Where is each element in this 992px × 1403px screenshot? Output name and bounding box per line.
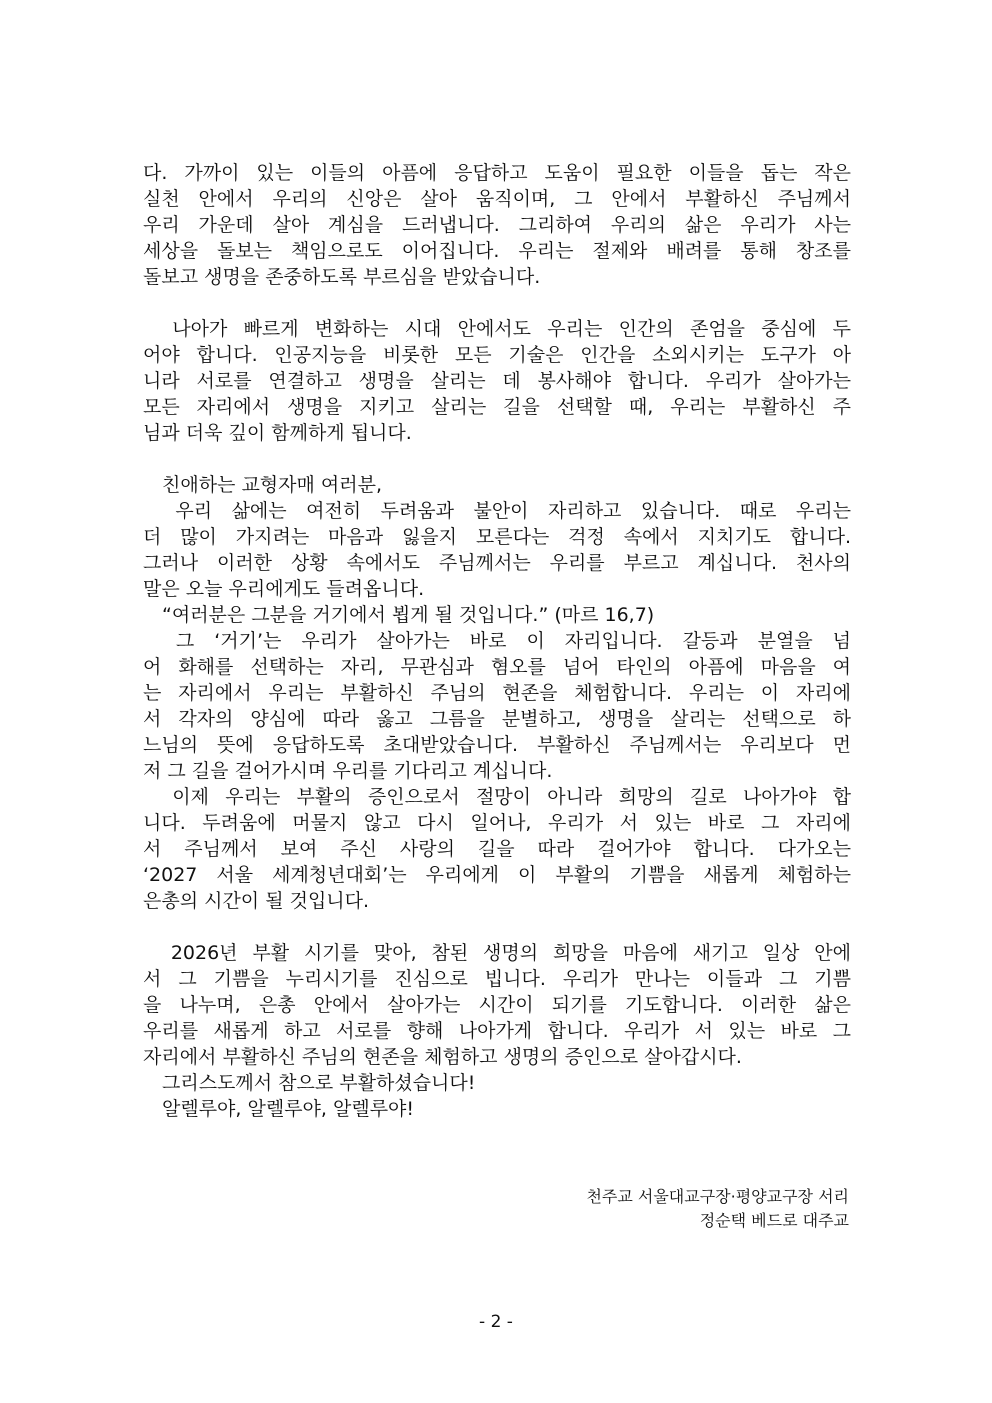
paragraph-spacer xyxy=(143,914,851,940)
text-line: 우리를 새롭게 하고 서로를 향해 나아가게 합니다. 우리가 서 있는 바로 그 xyxy=(143,1020,851,1042)
message-body xyxy=(143,160,851,1122)
text-line: 이제 우리는 부활의 증인으로서 절망이 아니라 희망의 길로 나아가야 합 xyxy=(143,786,851,808)
text-line: 니라 서로를 연결하고 생명을 살리는 데 봉사해야 합니다. 우리가 살아가는 xyxy=(143,370,851,392)
greeting-line: 친애하는 교형자매 여러분, xyxy=(143,474,383,496)
text-line: 세상을 돌보는 책임으로도 이어집니다. 우리는 절제와 배려를 통해 창조를 xyxy=(143,240,851,262)
text-line: 님과 더욱 깊이 함께하게 됩니다. xyxy=(143,422,412,444)
scripture-quote: “여러분은 그분을 거기에서 뵙게 될 것입니다.” (마르 16,7) xyxy=(143,604,655,626)
alleluia-line: 알렐루야, 알렐루야, 알렐루야! xyxy=(143,1098,415,1120)
text-line: 서 주님께서 보여 주신 사랑의 길을 따라 걸어가야 합니다. 다가오는 xyxy=(143,838,851,860)
text-line: 어야 합니다. 인공지능을 비롯한 모든 기술은 인간을 소외시키는 도구가 아 xyxy=(143,344,851,366)
text-line: 느님의 뜻에 응답하도록 초대받았습니다. 부활하신 주님께서는 우리보다 먼 xyxy=(143,734,851,756)
text-line: ‘2027 서울 세계청년대회’는 우리에게 이 부활의 기쁨을 새롭게 체험하는 xyxy=(143,864,851,886)
page-number: - 2 - xyxy=(479,1312,513,1332)
text-line: 는 자리에서 우리는 부활하신 주님의 현존을 체험합니다. 우리는 이 자리에 xyxy=(143,682,851,704)
signature-block xyxy=(586,1185,849,1233)
text-line: 그 ‘거기’는 우리가 살아가는 바로 이 자리입니다. 갈등과 분열을 넘 xyxy=(143,630,851,652)
paragraph-spacer xyxy=(143,446,851,472)
text-line: 다. 가까이 있는 이들의 아픔에 응답하고 도움이 필요한 이들을 돕는 작은 xyxy=(143,162,851,184)
paragraph-spacer xyxy=(143,290,851,316)
signature-title: 천주교 서울대교구장·평양교구장 서리 xyxy=(586,1187,849,1206)
text-line: 모든 자리에서 생명을 지키고 살리는 길을 선택할 때, 우리는 부활하신 주 xyxy=(143,396,851,418)
text-line: 을 나누며, 은총 안에서 살아가는 시간이 되기를 기도합니다. 이러한 삶은 xyxy=(143,994,851,1016)
text-line: 돌보고 생명을 존중하도록 부르심을 받았습니다. xyxy=(143,266,541,288)
text-line: 어 화해를 선택하는 자리, 무관심과 혐오를 넘어 타인의 아픔에 마음을 여 xyxy=(143,656,851,678)
text-line: 니다. 두려움에 머물지 않고 다시 일어나, 우리가 서 있는 바로 그 자리에 xyxy=(143,812,851,834)
text-line: 나아가 빠르게 변화하는 시대 안에서도 우리는 인간의 존엄을 중심에 두 xyxy=(143,318,851,340)
text-line: 말은 오늘 우리에게도 들려옵니다. xyxy=(143,578,425,600)
text-line: 자리에서 부활하신 주님의 현존을 체험하고 생명의 증인으로 살아갑시다. xyxy=(143,1046,742,1068)
text-line: 우리 삶에는 여전히 두려움과 불안이 자리하고 있습니다. 때로 우리는 xyxy=(143,500,851,522)
signature-name: 정순택 베드로 대주교 xyxy=(699,1211,849,1230)
text-line: 은총의 시간이 될 것입니다. xyxy=(143,890,370,912)
text-line: 더 많이 가지려는 마음과 잃을지 모른다는 걱정 속에서 지치기도 합니다. xyxy=(143,526,851,548)
text-line: 2026년 부활 시기를 맞아, 참된 생명의 희망을 마음에 새기고 일상 안에 xyxy=(143,942,851,964)
text-line: 실천 안에서 우리의 신앙은 살아 움직이며, 그 안에서 부활하신 주님께서 xyxy=(143,188,851,210)
text-line: 저 그 길을 걸어가시며 우리를 기다리고 계십니다. xyxy=(143,760,553,782)
easter-proclamation: 그리스도께서 참으로 부활하셨습니다! xyxy=(143,1072,476,1094)
text-line: 우리 가운데 살아 계심을 드러냅니다. 그리하여 우리의 삶은 우리가 사는 xyxy=(143,214,851,236)
text-line: 서 각자의 양심에 따라 옳고 그름을 분별하고, 생명을 살리는 선택으로 하 xyxy=(143,708,851,730)
text-line: 그러나 이러한 상황 속에서도 주님께서는 우리를 부르고 계십니다. 천사의 xyxy=(143,552,851,574)
text-line: 서 그 기쁨을 누리시기를 진심으로 빕니다. 우리가 만나는 이들과 그 기쁨 xyxy=(143,968,851,990)
